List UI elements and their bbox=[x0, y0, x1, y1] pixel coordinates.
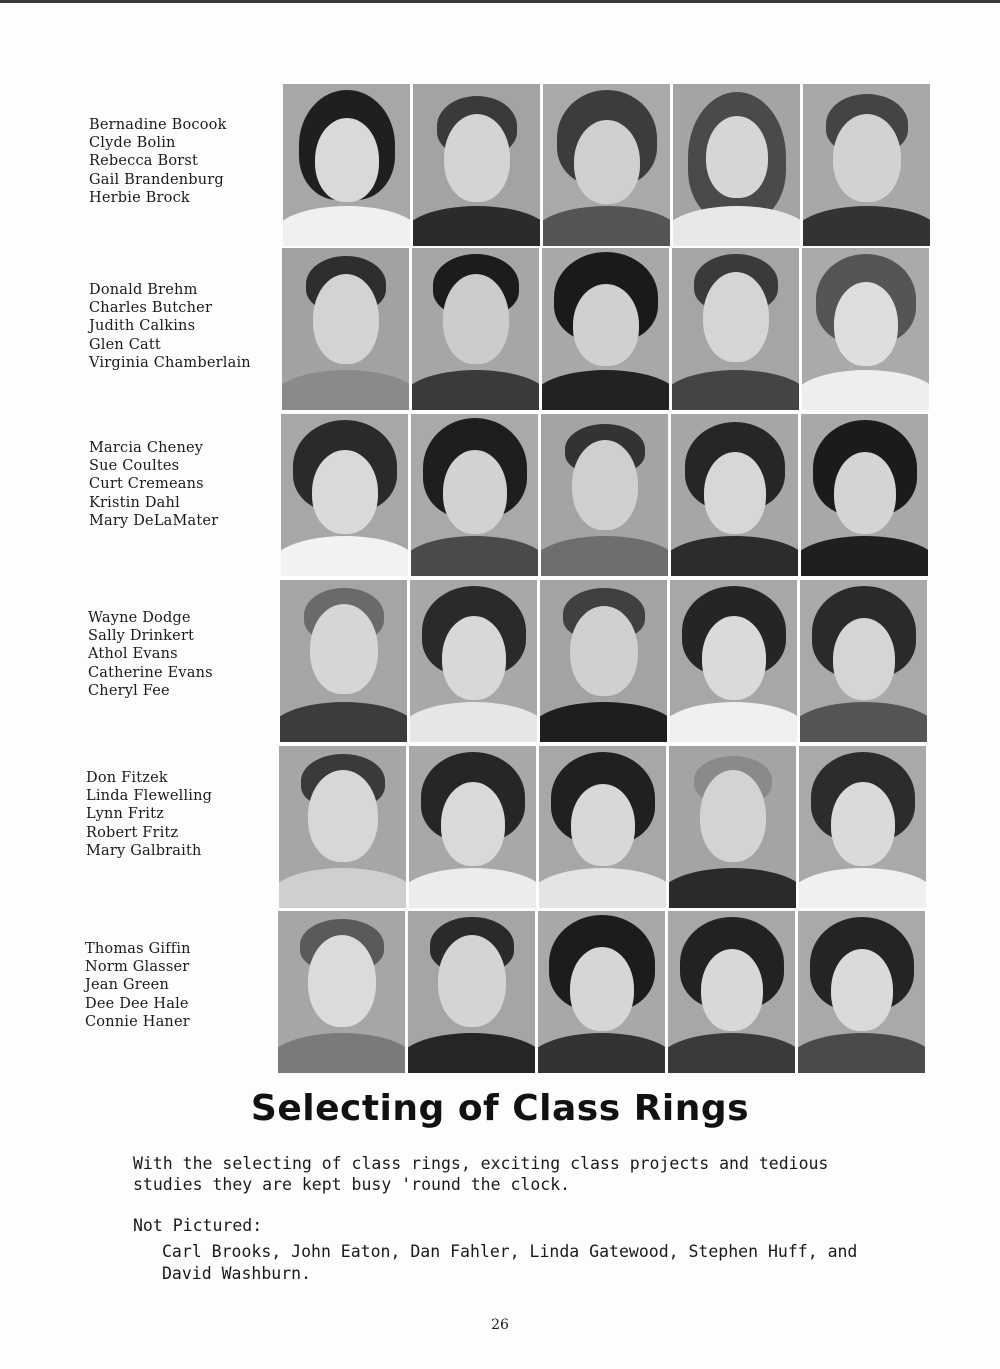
student-name: Curt Cremeans bbox=[89, 476, 204, 493]
student-name: Gail Brandenburg bbox=[89, 171, 224, 188]
page-number: 26 bbox=[491, 1317, 509, 1333]
student-name: Donald Brehm bbox=[89, 282, 198, 298]
student-name: Wayne Dodge bbox=[88, 610, 191, 626]
student-portrait bbox=[542, 248, 669, 410]
student-name: Clyde Bolin bbox=[89, 135, 176, 152]
student-portrait bbox=[668, 911, 795, 1073]
not-pictured-line: David Washburn. bbox=[162, 1264, 312, 1283]
student-name: Don Fitzek bbox=[86, 770, 168, 786]
photo-row-5 bbox=[279, 746, 926, 908]
student-portrait bbox=[410, 580, 537, 742]
student-portrait bbox=[543, 84, 670, 246]
not-pictured-list bbox=[162, 1241, 902, 1285]
student-portrait bbox=[281, 414, 408, 576]
student-portrait bbox=[803, 84, 930, 246]
student-portrait bbox=[798, 911, 925, 1073]
student-name: Charles Butcher bbox=[89, 300, 213, 317]
student-name: Virginia Chamberlain bbox=[89, 354, 251, 371]
student-name: Bernadine Bocook bbox=[89, 117, 227, 133]
student-name: Sally Drinkert bbox=[88, 628, 195, 645]
student-portrait bbox=[799, 746, 926, 908]
not-pictured-label: Not Pictured: bbox=[133, 1216, 263, 1235]
name-list-row-1 bbox=[89, 116, 227, 207]
student-portrait bbox=[282, 248, 409, 410]
top-rule bbox=[0, 0, 1000, 3]
student-name: Cheryl Fee bbox=[88, 682, 170, 699]
photo-row-1 bbox=[283, 84, 930, 246]
name-list-row-5 bbox=[86, 769, 212, 860]
name-list-row-6 bbox=[85, 940, 191, 1031]
student-portrait bbox=[279, 746, 406, 908]
page-heading: Selecting of Class Rings bbox=[250, 1088, 750, 1129]
student-portrait bbox=[408, 911, 535, 1073]
name-list-row-4 bbox=[88, 609, 213, 700]
student-name: Glen Catt bbox=[89, 336, 161, 353]
student-name: Sue Coultes bbox=[89, 458, 180, 475]
student-name: Connie Haner bbox=[85, 1013, 190, 1030]
student-portrait bbox=[673, 84, 800, 246]
caption-line: With the selecting of class rings, exciting class projects and tedious bbox=[133, 1154, 829, 1173]
student-portrait bbox=[539, 746, 666, 908]
student-name: Linda Flewelling bbox=[86, 788, 213, 805]
student-name: Mary Galbraith bbox=[86, 842, 202, 859]
name-list-row-2 bbox=[89, 281, 251, 372]
student-portrait bbox=[538, 911, 665, 1073]
student-portrait bbox=[672, 248, 799, 410]
photo-row-4 bbox=[280, 580, 927, 742]
student-name: Herbie Brock bbox=[89, 189, 190, 206]
student-portrait bbox=[278, 911, 405, 1073]
student-name: Judith Calkins bbox=[89, 318, 196, 335]
student-portrait bbox=[802, 248, 929, 410]
student-name: Rebecca Borst bbox=[89, 153, 199, 170]
student-name: Athol Evans bbox=[88, 646, 178, 663]
student-portrait bbox=[801, 414, 928, 576]
student-name: Catherine Evans bbox=[88, 664, 213, 681]
student-name: Mary DeLaMater bbox=[89, 512, 219, 529]
caption-text bbox=[133, 1153, 853, 1195]
photo-row-6 bbox=[278, 911, 925, 1073]
student-name: Dee Dee Hale bbox=[85, 995, 189, 1012]
student-portrait bbox=[671, 414, 798, 576]
student-portrait bbox=[409, 746, 536, 908]
student-portrait bbox=[412, 248, 539, 410]
student-portrait bbox=[800, 580, 927, 742]
student-portrait bbox=[540, 580, 667, 742]
student-name: Norm Glasser bbox=[85, 959, 190, 976]
student-name: Kristin Dahl bbox=[89, 494, 180, 511]
student-portrait bbox=[411, 414, 538, 576]
student-name: Jean Green bbox=[85, 977, 170, 994]
student-portrait bbox=[280, 580, 407, 742]
student-portrait bbox=[283, 84, 410, 246]
name-list-row-3 bbox=[89, 439, 218, 530]
student-portrait bbox=[670, 580, 797, 742]
photo-row-2 bbox=[282, 248, 929, 410]
student-name: Lynn Fritz bbox=[86, 806, 164, 823]
student-portrait bbox=[413, 84, 540, 246]
student-name: Thomas Giffin bbox=[85, 941, 191, 957]
photo-row-3 bbox=[281, 414, 928, 576]
caption-line: studies they are kept busy 'round the clock. bbox=[133, 1175, 571, 1194]
not-pictured-line: Carl Brooks, John Eaton, Dan Fahler, Linda Gatewood, Stephen Huff, and bbox=[162, 1242, 858, 1261]
student-name: Robert Fritz bbox=[86, 824, 179, 841]
student-portrait bbox=[541, 414, 668, 576]
student-name: Marcia Cheney bbox=[89, 440, 204, 456]
student-portrait bbox=[669, 746, 796, 908]
